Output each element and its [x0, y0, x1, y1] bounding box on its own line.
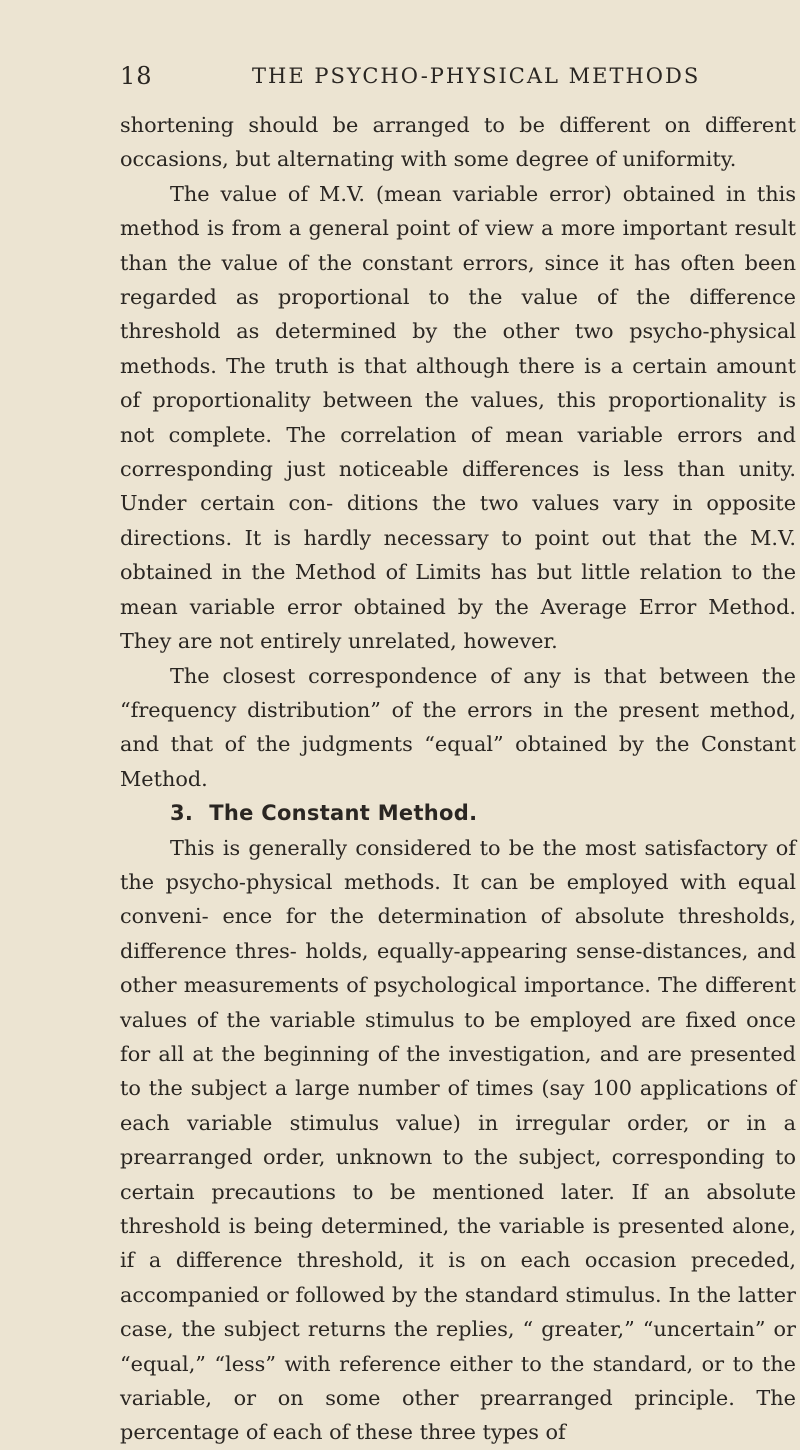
- section-heading: [120, 796, 796, 830]
- paragraph-continued: shortening should be arranged to be different on different occasions, but alternating with some degree of uniformity.: [120, 113, 796, 172]
- section-title: The Constant Method.: [209, 801, 478, 826]
- paragraph-closest-correspondence: The closest correspondence of any is that between the “frequency distribution” of the errors in the present method, and that of the judgments “equal” obtained by the Constant Method.: [120, 663, 796, 791]
- section-number: 3.: [170, 801, 194, 826]
- paragraph-constant-method: This is generally considered to be the most satisfactory of the psycho-physical methods. It can be employed with equal conveni- ence for the determination of absolute thresholds, difference thres- holds, equally-appearing sense-distances, and other measurements of psychological importance. The different values of the variable stimulus to be employed are fixed once for all at the beginning of the investigation, and are presented to the subject a large number of times (say 100 applications of each variable stimulus value) in irregular order, or in a prearranged order, unknown to the subject, corresponding to certain precautions to be mentioned later. If an absolute threshold is being determined, the variable is presented alone, if a difference threshold, it is on each occasion preceded, accompanied or followed by the standard stimulus. In the latter case, the subject returns the replies, “ greater,” “uncertain” or “equal,” “less” with reference either to the standard, or to the variable, or on some other prearranged principle. The percentage of each of these three types of: [120, 835, 796, 1445]
- page-header: [120, 62, 796, 96]
- page-body: [120, 108, 796, 1450]
- paragraph-mean-variable-error: The value of M.V. (mean variable error) obtained in this method is from a general point of view a more important result than the value of the constant errors, since it has often been regarded as proportional to the value of the difference threshold as determined by the other two psycho-physical methods. The truth is that although there is a certain amount of proportionality between the values, this proportionality is not complete. The correlation of mean variable errors and corresponding just noticeable differences is less than unity. Under certain con- ditions the two values vary in opposite directions. It is hardly necessary to point out that the M.V. obtained in the Method of Limits has but little relation to the mean variable error obtained by the Average Error Method. They are not entirely unrelated, however.: [120, 181, 796, 654]
- page-number: 18: [120, 62, 153, 90]
- running-head: THE PSYCHO-PHYSICAL METHODS: [252, 64, 701, 88]
